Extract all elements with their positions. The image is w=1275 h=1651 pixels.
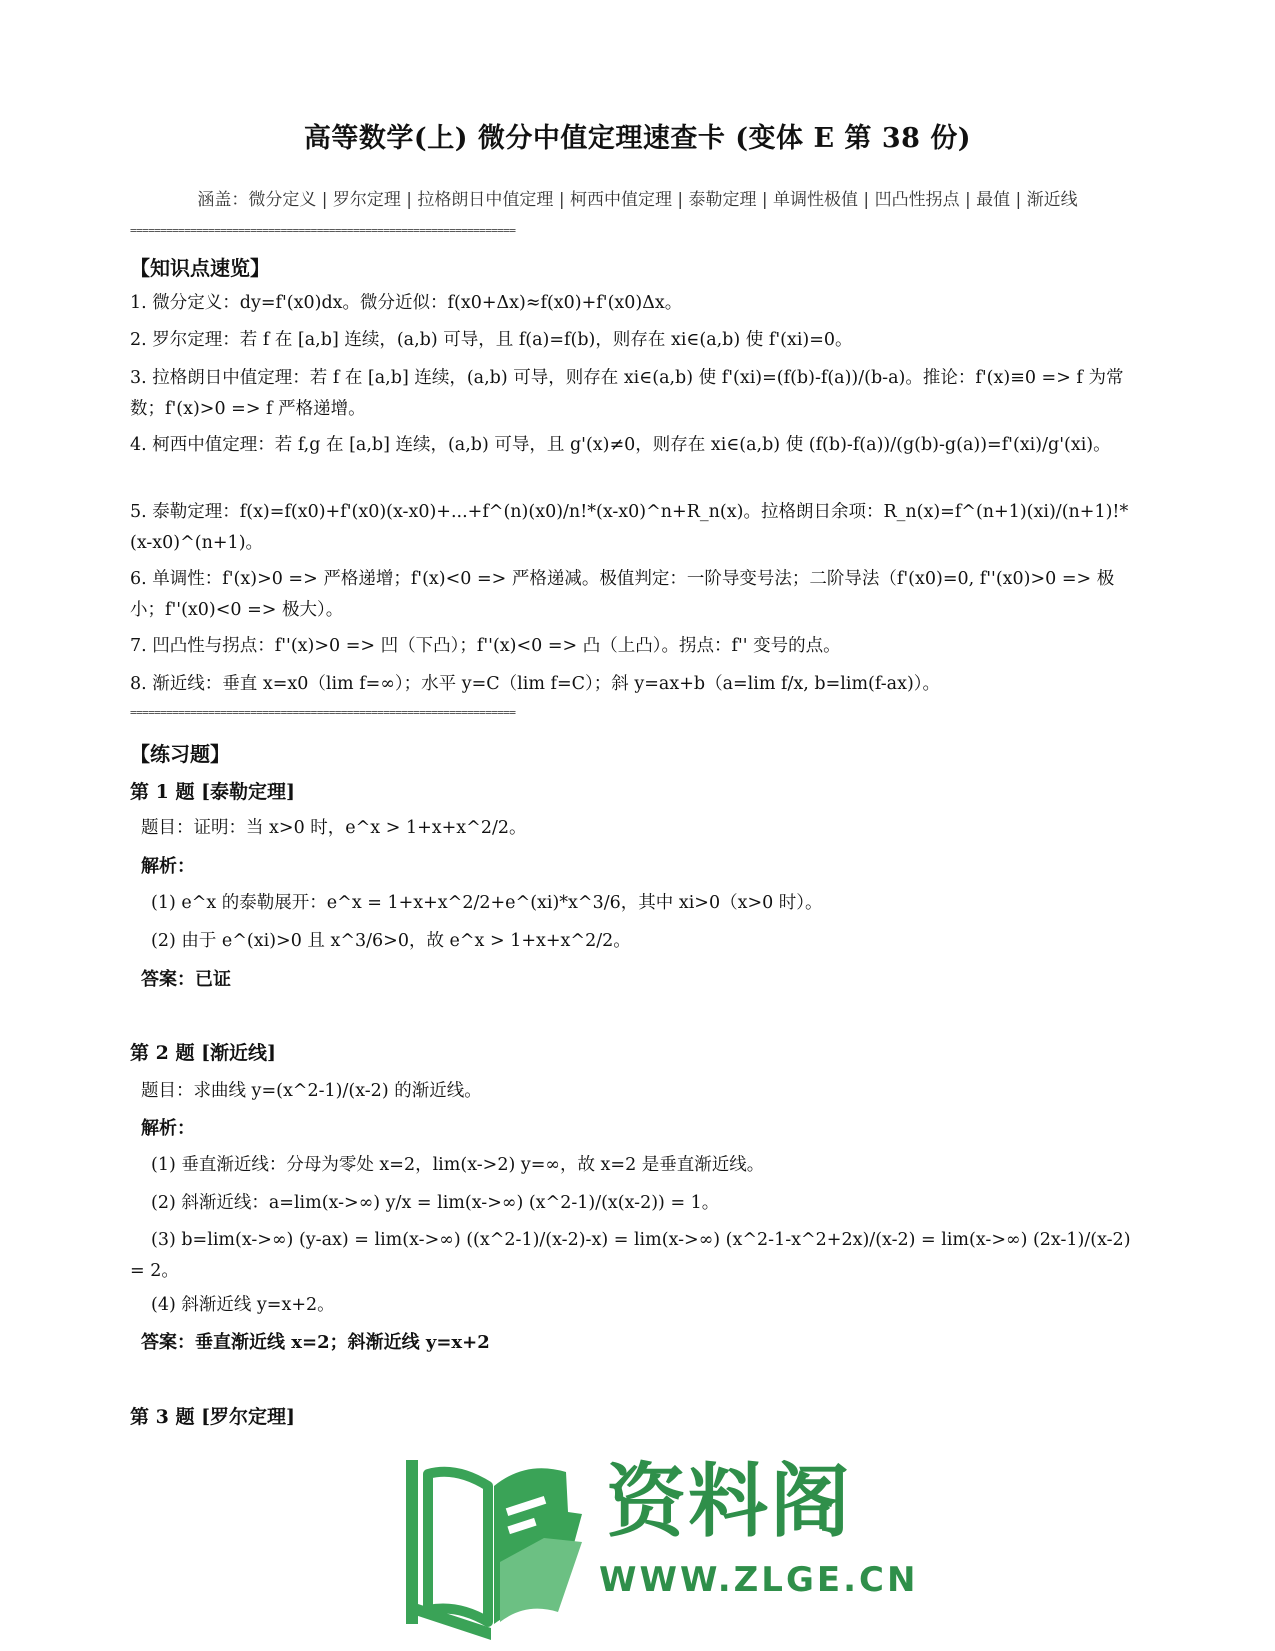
question-2-analysis-label: 解析： (141, 1118, 195, 1139)
watermark-url: WWW.ZLGE.CN (599, 1560, 919, 1600)
question-2-answer: 答案：垂直渐近线 x=2；斜渐近线 y=x+2 (141, 1332, 490, 1353)
knowledge-item-8: 8. 渐近线：垂直 x=x0（lim f=∞）；水平 y=C（lim f=C）；斜 y=ax+b（a=lim f/x, b=lim(f-ax)）。 (130, 674, 941, 694)
watermark-logo (396, 1452, 919, 1647)
question-1-title: 第 1 题 [泰勒定理] (130, 781, 296, 803)
knowledge-item-3: 3. 拉格朗日中值定理：若 f 在 [a,b] 连续，(a,b) 可导，则存在 xi∈(a,b) 使 f'(xi)=(f(b)-f(a))/(b-a)。推论：f'(x)≡0 => f 为常数；f'(x)>0 => f 严格递增。 (130, 368, 1124, 419)
question-3-title: 第 3 题 [罗尔定理] (130, 1406, 296, 1428)
watermark-name: 资料阁 (606, 1455, 852, 1548)
knowledge-heading: 【知识点速览】 (130, 256, 270, 280)
knowledge-item-2: 2. 罗尔定理：若 f 在 [a,b] 连续，(a,b) 可导，且 f(a)=f(b)，则存在 xi∈(a,b) 使 f'(xi)=0。 (130, 330, 853, 350)
open-book-icon (396, 1452, 596, 1642)
question-2-step-3: (3) b=lim(x->∞) (y-ax) = lim(x->∞) ((x^2-1)/(x-2)-x) = lim(x->∞) (x^2-1-x^2+2x)/(x-2) = lim(x->∞) (2x-1)/(x-2) = 2。 (130, 1230, 1131, 1281)
question-1-text: 题目：证明：当 x>0 时，e^x > 1+x+x^2/2。 (141, 818, 527, 838)
page-title: 高等数学(上) 微分中值定理速查卡 (变体 E 第 38 份) (303, 123, 972, 154)
page-subtitle: 涵盖：微分定义 | 罗尔定理 | 拉格朗日中值定理 | 柯西中值定理 | 泰勒定理 | 单调性极值 | 凹凸性拐点 | 最值 | 渐近线 (197, 190, 1078, 210)
divider-top: ================================================================ (130, 224, 516, 237)
question-2-step-1: (1) 垂直渐近线：分母为零处 x=2，lim(x->2) y=∞，故 x=2 是垂直渐近线。 (151, 1155, 765, 1175)
question-1-step-2: (2) 由于 e^(xi)>0 且 x^3/6>0，故 e^x > 1+x+x^2/2。 (151, 931, 631, 951)
knowledge-item-6: 6. 单调性：f'(x)>0 => 严格递增；f'(x)<0 => 严格递减。极值判定：一阶导变号法；二阶导法（f'(x0)=0, f''(x0)>0 => 极小；f''(x0)<0 => 极大）。 (130, 569, 1115, 620)
knowledge-item-4: 4. 柯西中值定理：若 f,g 在 [a,b] 连续，(a,b) 可导，且 g'(x)≠0，则存在 xi∈(a,b) 使 (f(b)-f(a))/(g(b)-g(a))=f'(xi)/g'(xi)。 (130, 435, 1111, 455)
exercises-heading: 【练习题】 (130, 742, 230, 766)
knowledge-item-7: 7. 凹凸性与拐点：f''(x)>0 => 凹（下凸）；f''(x)<0 => 凸（上凸）。拐点：f'' 变号的点。 (130, 636, 841, 656)
knowledge-item-1: 1. 微分定义：dy=f'(x0)dx。微分近似：f(x0+Δx)≈f(x0)+f'(x0)Δx。 (130, 293, 683, 313)
question-2-step-4: (4) 斜渐近线 y=x+2。 (151, 1295, 335, 1315)
question-2-step-2: (2) 斜渐近线：a=lim(x->∞) y/x = lim(x->∞) (x^2-1)/(x(x-2)) = 1。 (151, 1193, 720, 1213)
question-1-step-1: (1) e^x 的泰勒展开：e^x = 1+x+x^2/2+e^(xi)*x^3/6，其中 xi>0（x>0 时）。 (151, 893, 823, 913)
divider-middle: ================================================================ (130, 706, 516, 719)
question-2-text: 题目：求曲线 y=(x^2-1)/(x-2) 的渐近线。 (141, 1081, 482, 1101)
question-1-answer: 答案：已证 (141, 969, 231, 990)
question-1-analysis-label: 解析： (141, 856, 195, 877)
knowledge-item-5: 5. 泰勒定理：f(x)=f(x0)+f'(x0)(x-x0)+...+f^(n)(x0)/n!*(x-x0)^n+R_n(x)。拉格朗日余项：R_n(x)=f^(n+1)(xi)/(n+1)!*(x-x0)^(n+1)。 (130, 502, 1129, 553)
question-2-title: 第 2 题 [渐近线] (130, 1042, 277, 1064)
